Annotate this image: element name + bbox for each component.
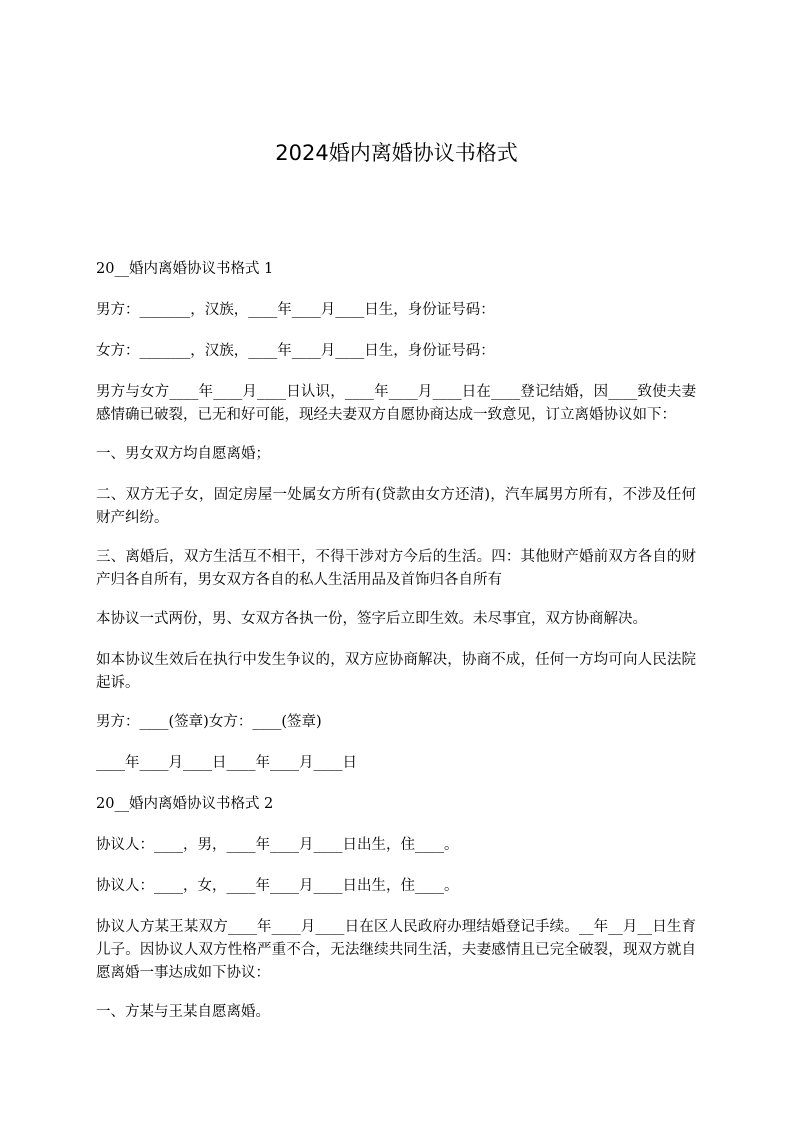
agreement-background-paragraph: 协议人方某王某双方____年____月____日在区人民政府办理结婚登记手续。__年__月__日生育儿子。因协议人双方性格严重不合，无法继续共同生活，夫妻感情且已完全破裂，现双方就自愿离婚一事达成如下协议： [96, 919, 696, 981]
clause-voluntary-divorce: 一、方某与王某自愿离婚。 [96, 1004, 270, 1020]
clause-2: 二、双方无子女，固定房屋一处属女方所有(贷款由女方还清)，汽车属男方所有，不涉及任何财产纠纷。 [96, 487, 696, 526]
copies-clause: 本协议一式两份，男、女双方各执一份，签字后立即生效。未尽事宜，双方协商解决。 [96, 611, 647, 627]
male-party-line: 男方：_______，汉族，____年____月____日生，身份证号码： [96, 302, 495, 318]
section-heading-1: 20__婚内离婚协议书格式 1 [96, 261, 274, 277]
marriage-background-paragraph: 男方与女方____年____月____日认识，____年____月____日在____登记结婚，因____致使夫妻感情确已破裂，已无和好可能，现经夫妻双方自愿协商达成一致意见，订立离婚协议如下： [96, 384, 696, 423]
party-line-female: 协议人：____，女，____年____月____日出生，住____。 [96, 878, 459, 894]
section-heading-2: 20__婚内离婚协议书格式 2 [96, 796, 274, 812]
document-title: 2024婚内离婚协议书格式 [275, 141, 518, 165]
clause-3: 三、离婚后，双方生活互不相干，不得干涉对方今后的生活。四：其他财产婚前双方各自的财产归各自所有，男女双方各自的私人生活用品及首饰归各自所有 [96, 549, 696, 588]
dispute-clause: 如本协议生效后在执行中发生争议的，双方应协商解决，协商不成，任何一方均可向人民法院起诉。 [96, 652, 696, 691]
signature-line: 男方：____(签章)女方：____(签章) [96, 714, 322, 730]
date-line: ____年____月____日____年____月____日 [96, 755, 357, 771]
female-party-line: 女方：_______，汉族，____年____月____日生，身份证号码： [96, 343, 495, 359]
clause-1: 一、男女双方均自愿离婚； [96, 446, 270, 462]
party-line-male: 协议人：____，男，____年____月____日出生，住____。 [96, 837, 459, 853]
document-body [96, 258, 696, 1042]
